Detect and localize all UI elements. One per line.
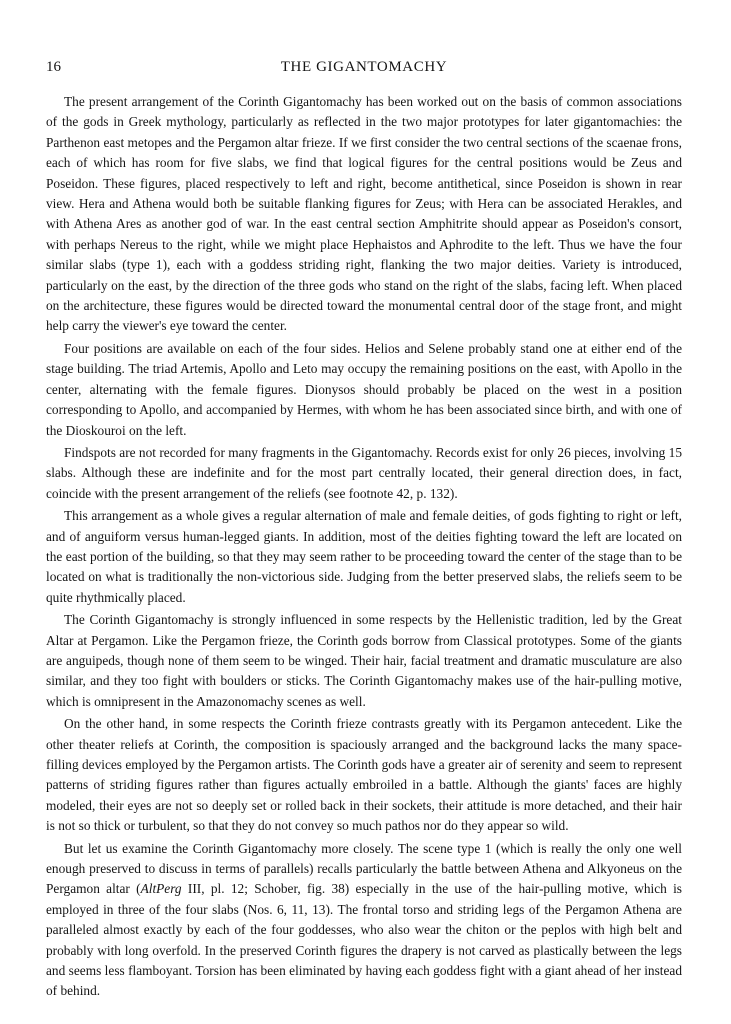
paragraph-examination-text-before: But let us examine the Corinth Gigantomachy more closely. The scene type 1 (which is really the only one well enough preserved to discuss in terms of parallels) recalls particularly the battle between Athena and Alkyoneus on the Pergamon altar ( — [46, 840, 682, 897]
paragraph-contrast: On the other hand, in some respects the Corinth frieze contrasts greatly with its Pergamon antecedent. Like the other theater reliefs at Corinth, the composition is spaciously arranged and the background lacks the many space-filling devices employed by the Pergamon artists. The Corinth gods have a greater air of serenity and seem to represent patterns of striding figures rather than figures actually embroiled in a battle. Although the giants' faces are highly modeled, their eyes are not so deeply set or rolled back in their sockets, their attitude is more detached, and their hair is not so thick or turbulent, so that they do not convey so much pathos nor do they appear so wild. — [46, 716, 682, 834]
page-header — [46, 56, 682, 78]
page — [46, 56, 682, 1004]
running-title: THE GIGANTOMACHY — [280, 59, 448, 75]
paragraph-examination — [46, 839, 682, 1002]
paragraph-findspots: Findspots are not recorded for many fragments in the Gigantomachy. Records exist for only 26 pieces, involving 15 slabs. Although these are indefinite and for the most part centrally located, their general direction does, in fact, coincide with the present arrangement of the reliefs (see footnote 42, p. 132). — [46, 444, 682, 501]
paragraph-alternation: This arrangement as a whole gives a regular alternation of male and female deities, of gods fighting to right or left, and of anguiform versus human-legged giants. In addition, most of the deities fighting toward the left are located on the east portion of the building, so that they may seem rather to be proceeding toward the center of the stage than to be located on what is traditionally the non-victorious side. Judging from the better preserved slabs, the reliefs seem to be quite rhythmically placed. — [46, 508, 682, 605]
paragraph-examination-text-after: III, pl. 12; Schober, fig. 38) especially in the use of the hair-pulling motive, which is employed in three of the four slabs (Nos. 6, 11, 13). The frontal torso and striding legs of the Pergamon Athena are paralleled almost exactly by each of the four goddesses, who also wear the chiton or the peplos with high belt and probably with long overfold. In the preserved Corinth figures the drapery is not carved as plastically between the legs and seems less flamboyant. Torsion has been eliminated by having each goddess fight with a giant ahead of her instead of behind. — [46, 881, 682, 999]
body-text — [46, 92, 682, 1002]
paragraph-hellenistic-influence: The Corinth Gigantomachy is strongly influenced in some respects by the Hellenistic tradition, led by the Great Altar at Pergamon. Like the Pergamon frieze, the Corinth gods borrow from Classical prototypes. Some of the giants are anguipeds, though none of them seem to be winged. Their hair, facial treatment and dramatic musculature are also similar, and they too fight with boulders or sticks. The Corinth Gigantomachy makes use of the hair-pulling motive, which is omnipresent in the Amazonomachy scenes as well. — [46, 612, 682, 709]
paragraph-arrangement: The present arrangement of the Corinth Gigantomachy has been worked out on the basis of common associations of the gods in Greek mythology, particularly as reflected in the two major prototypes for later gigantomachies: the Parthenon east metopes and the Pergamon altar frieze. If we first consider the two central sections of the scaenae frons, each of which has room for five slabs, we find that logical figures for the central positions would be Zeus and Poseidon. These figures, placed respectively to left and right, become antithetical, since Poseidon is shown in rear view. Hera and Athena would both be suitable flanking figures for Zeus; with Hera can be associated Herakles, and with Athena Ares as another god of war. In the east central section Amphitrite should appear as Poseidon's consort, with perhaps Nereus to the right, while we might place Hephaistos and Aphrodite to the left. Thus we have the four similar slabs (type 1), each with a goddess striding right, flanking the two major deities. Variety is introduced, particularly on the east, by the direction of the three gods who stand on the right of the slabs, facing left. When placed on the architecture, these figures would be directed toward the monumental central door of the stage front, and might help carry the viewer's eye toward the center. — [46, 94, 682, 334]
paragraph-positions: Four positions are available on each of the four sides. Helios and Selene probably stand one at either end of the stage building. The triad Artemis, Apollo and Leto may occupy the remaining positions on the east, with Apollo in the center, alternating with the female figures. Dionysos should probably be placed on the west in a position corresponding to Apollo, and accompanied by Hermes, with whom he has been associated since birth, and with one of the Dioskouroi on the left. — [46, 340, 682, 438]
page-number: 16 — [46, 59, 61, 75]
citation-altperg: AltPerg — [140, 881, 182, 897]
